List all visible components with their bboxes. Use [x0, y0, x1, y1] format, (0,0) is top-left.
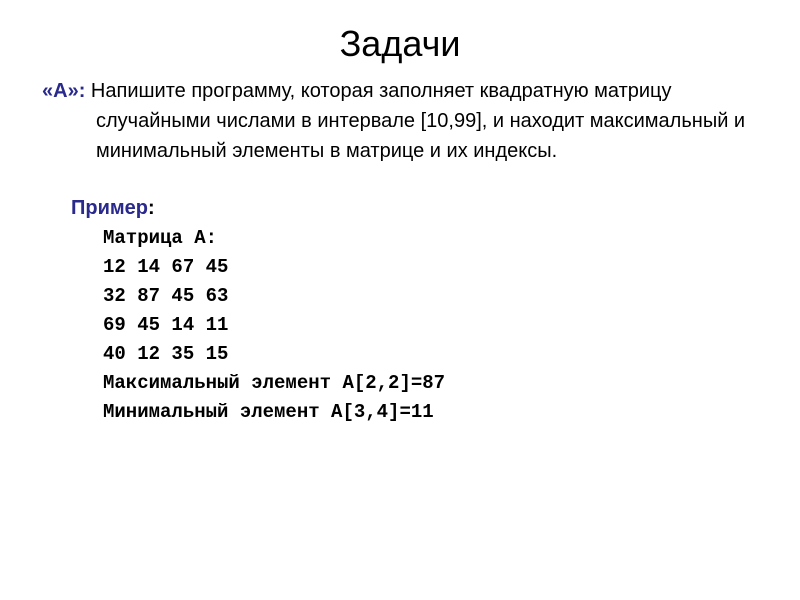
task-text: Напишите программу, которая заполняет квадратную матрицу случайными числами в интервале [10,99], и находит максимальный и минимальный элементы в матрице и их индексы.: [90, 80, 746, 162]
max-element-line: Максимальный элемент A[2,2]=87: [103, 372, 446, 394]
task-label: «A»:: [42, 80, 86, 102]
slide-title: Задачи: [339, 23, 461, 64]
example-heading: [71, 194, 155, 222]
min-element-line: Минимальный элемент A[3,4]=11: [103, 401, 434, 423]
example-heading-word: Пример: [71, 197, 149, 219]
matrix-row-2: 32 87 45 63: [103, 285, 229, 307]
matrix-row-3: 69 45 14 11: [103, 314, 229, 336]
matrix-row-1: 12 14 67 45: [103, 256, 229, 278]
matrix-caption: Матрица А:: [103, 227, 218, 249]
example-heading-colon: :: [148, 197, 155, 219]
task-description: [42, 76, 776, 166]
matrix-row-4: 40 12 35 15: [103, 343, 229, 365]
example-code-block: [103, 224, 445, 427]
